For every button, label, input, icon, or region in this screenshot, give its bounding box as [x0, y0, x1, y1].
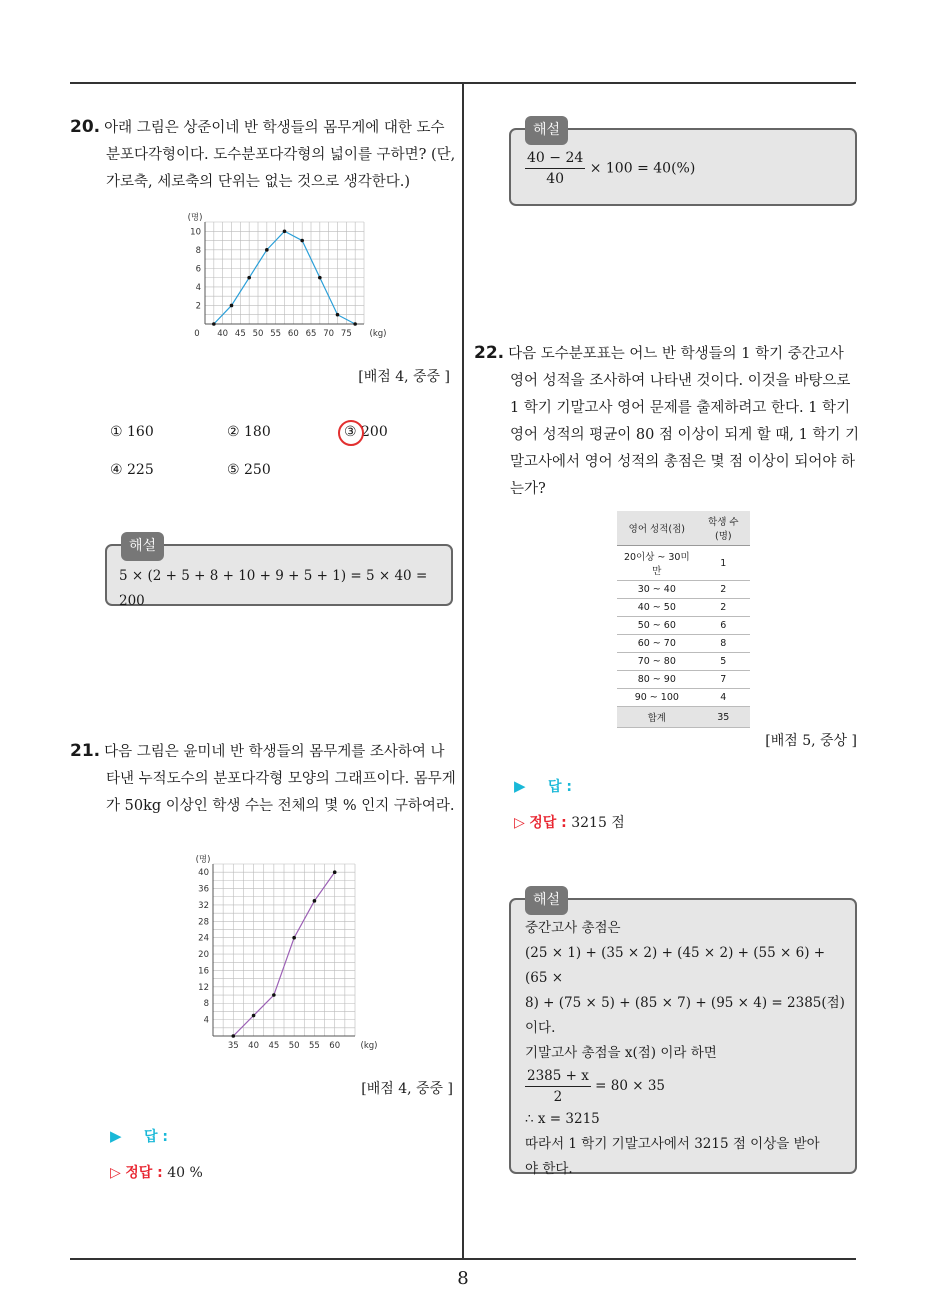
question-number: 21.	[70, 741, 101, 761]
choice-1[interactable]: ① 160	[110, 424, 154, 440]
y-tick-label: 28	[198, 917, 209, 928]
x-tick-label: 0	[194, 329, 200, 339]
y-tick-label: 20	[198, 950, 209, 961]
x-tick-label: 50	[252, 329, 264, 339]
outline-triangle-icon: ▷	[514, 815, 525, 831]
data-point	[313, 899, 317, 903]
data-point	[318, 276, 322, 280]
data-point	[265, 248, 269, 252]
data-point	[353, 322, 357, 326]
data-point	[231, 1034, 235, 1038]
fraction-denominator: 2	[553, 1089, 563, 1105]
y-tick-label: 10	[190, 227, 201, 238]
table-cell: 7	[697, 671, 750, 689]
score-q20: [배점 4, 중중 ]	[358, 369, 450, 385]
question-text: 다음 그림은 윤미네 반 학생들의 몸무게를 조사하여 나타낸 누적도수의 분포다각형 모양의 그래프이다. 몸무게가 50kg 이상인 학생 수는 전체의 몇 % 인지 구하여라.	[104, 744, 456, 814]
table-row	[617, 689, 750, 707]
y-tick-label: 36	[198, 884, 209, 895]
table-row	[617, 653, 750, 671]
x-tick-label: 65	[305, 329, 317, 339]
correct-row-q22	[514, 812, 625, 832]
column-divider	[462, 84, 464, 1258]
data-point	[272, 993, 276, 997]
question-number: 22.	[474, 343, 505, 363]
solution-line: 기말고사 총점을 x(점) 이라 하면	[525, 1045, 717, 1061]
x-tick-label: 55	[270, 329, 282, 339]
data-point	[283, 229, 287, 233]
question-text: 다음 도수분포표는 어느 반 학생들의 1 학기 중간고사 영어 성적을 조사하여 나타낸 것이다. 이것을 바탕으로 1 학기 기말고사 영어 문제를 출제하려고 한다. 1 학기 영어 성적의 평균이 80 점 이상이 되게 할 때, 1 학기 기말고사에서 영어 성적의 총점은 몇 점 이상이 되어야 하는가?	[508, 346, 860, 497]
table-row	[617, 617, 750, 635]
y-tick-label: 16	[198, 966, 209, 977]
table-row	[617, 635, 750, 653]
solution-rest: × 100 = 40(%)	[589, 160, 696, 177]
answer-row-q21	[110, 1126, 168, 1146]
table-cell: 70 ~ 80	[617, 653, 697, 671]
question-21	[70, 738, 456, 820]
data-point	[247, 276, 251, 280]
y-tick-label: 8	[203, 999, 209, 1010]
choice-5[interactable]: ⑤ 250	[227, 462, 271, 478]
table-cell: 35	[697, 707, 750, 728]
x-tick-label: 45	[268, 1041, 280, 1051]
solution-line: (25 × 1) + (35 × 2) + (45 × 2) + (55 × 6) + (65 ×	[525, 945, 826, 986]
x-tick-label: 45	[234, 329, 246, 339]
selected-answer-circle	[338, 420, 364, 446]
data-point	[212, 322, 216, 326]
data-point	[336, 313, 340, 317]
x-axis-label: (kg)	[360, 1041, 378, 1051]
solution-text: 5 × (2 + 5 + 8 + 10 + 9 + 5 + 1) = 5 × 40 = 200	[119, 568, 428, 609]
fraction-numerator: 2385 + x	[525, 1066, 591, 1087]
chart-q21	[185, 855, 378, 1060]
solution-box-q20	[105, 538, 453, 609]
question-text: 아래 그림은 상준이네 반 학생들의 몸무게에 대한 도수분포다각형이다. 도수분포다각형의 넓이를 구하면? (단, 가로축, 세로축의 단위는 없는 것으로 생각한다.)	[104, 120, 456, 190]
x-tick-label: 60	[287, 329, 299, 339]
fraction-numerator: 40 − 24	[525, 148, 585, 169]
solution-tag: 해설	[525, 886, 568, 915]
correct-label: 정답 :	[125, 1165, 163, 1181]
table-header: 학생 수(명)	[697, 511, 750, 546]
correct-value: 3215 점	[571, 815, 625, 831]
score-q22: [배점 5, 중상 ]	[765, 733, 857, 749]
correct-value: 40 %	[167, 1165, 203, 1181]
choice-3[interactable]: ③ 200	[344, 424, 388, 440]
table-row	[617, 599, 750, 617]
table-cell: 1	[697, 546, 750, 581]
data-point	[292, 936, 296, 940]
table-total-row	[617, 707, 750, 728]
solution-box-q21	[509, 122, 857, 206]
table-row	[617, 546, 750, 581]
y-tick-label: 24	[198, 933, 209, 944]
table-cell: 2	[697, 581, 750, 599]
question-20	[70, 114, 456, 196]
table-cell: 5	[697, 653, 750, 671]
y-tick-label: 12	[198, 982, 209, 993]
table-cell: 8	[697, 635, 750, 653]
score-q21: [배점 4, 중중 ]	[361, 1081, 453, 1097]
solution-tag: 해설	[121, 532, 164, 561]
table-cell: 6	[697, 617, 750, 635]
correct-row-q21	[110, 1162, 203, 1182]
table-header: 영어 성적(점)	[617, 511, 697, 546]
y-tick-label: 8	[195, 245, 201, 256]
correct-label: 정답 :	[529, 815, 567, 831]
play-triangle-icon: ▶	[514, 777, 526, 795]
table-cell: 20이상 ~ 30미만	[617, 546, 697, 581]
frequency-table	[617, 511, 750, 728]
table-cell: 50 ~ 60	[617, 617, 697, 635]
x-tick-label: 55	[309, 1041, 320, 1051]
solution-fraction-rest: = 80 × 35	[595, 1078, 666, 1094]
y-tick-label: 4	[203, 1015, 209, 1026]
y-axis-label: (명)	[187, 213, 203, 223]
answer-label: 답 :	[144, 1129, 168, 1145]
page-number: 8	[457, 1268, 469, 1289]
x-tick-label: 40	[217, 329, 229, 339]
solution-line: 8) + (75 × 5) + (85 × 7) + (95 × 4) = 2385(점)	[525, 995, 845, 1011]
x-tick-label: 35	[227, 1041, 239, 1051]
fraction-denominator: 40	[546, 171, 565, 187]
solution-box-q22	[509, 892, 857, 1177]
table-cell: 90 ~ 100	[617, 689, 697, 707]
solution-line: 중간고사 총점은	[525, 920, 621, 936]
table-cell: 60 ~ 70	[617, 635, 697, 653]
data-point	[300, 239, 304, 243]
solution-fraction	[525, 148, 585, 189]
data-point	[333, 870, 337, 874]
solution-line: 따라서 1 학기 기말고사에서 3215 점 이상을 받아	[525, 1136, 820, 1152]
data-point	[252, 1014, 256, 1018]
y-axis-label: (명)	[195, 855, 211, 865]
question-number: 20.	[70, 117, 101, 137]
data-point	[230, 304, 234, 308]
x-tick-label: 60	[329, 1041, 341, 1051]
table-cell: 4	[697, 689, 750, 707]
y-tick-label: 32	[198, 900, 209, 911]
play-triangle-icon: ▶	[110, 1127, 122, 1145]
answer-row-q22	[514, 776, 572, 796]
x-axis-label: (kg)	[369, 329, 387, 339]
y-tick-label: 4	[195, 282, 201, 293]
y-tick-label: 2	[195, 301, 201, 312]
x-tick-label: 75	[340, 329, 352, 339]
solution-line: ∴ x = 3215	[525, 1111, 600, 1127]
solution-tag: 해설	[525, 116, 568, 145]
chart-q20	[178, 212, 387, 340]
x-tick-label: 40	[248, 1041, 259, 1051]
question-22	[474, 340, 860, 503]
solution-line: 이다.	[525, 1020, 556, 1036]
choice-4[interactable]: ④ 225	[110, 462, 154, 478]
x-tick-label: 50	[288, 1041, 300, 1051]
table-cell: 80 ~ 90	[617, 671, 697, 689]
choice-2[interactable]: ② 180	[227, 424, 271, 440]
table-row	[617, 581, 750, 599]
y-tick-label: 6	[195, 264, 201, 275]
solution-fraction	[525, 1066, 591, 1107]
table-cell: 2	[697, 599, 750, 617]
table-cell: 합계	[617, 707, 697, 728]
table-cell: 30 ~ 40	[617, 581, 697, 599]
answer-label: 답 :	[548, 779, 572, 795]
y-tick-label: 40	[198, 868, 209, 879]
table-row	[617, 671, 750, 689]
solution-line: 야 한다.	[525, 1161, 573, 1177]
bottom-rule	[70, 1258, 856, 1260]
outline-triangle-icon: ▷	[110, 1165, 121, 1181]
table-cell: 40 ~ 50	[617, 599, 697, 617]
x-tick-label: 70	[323, 329, 335, 339]
